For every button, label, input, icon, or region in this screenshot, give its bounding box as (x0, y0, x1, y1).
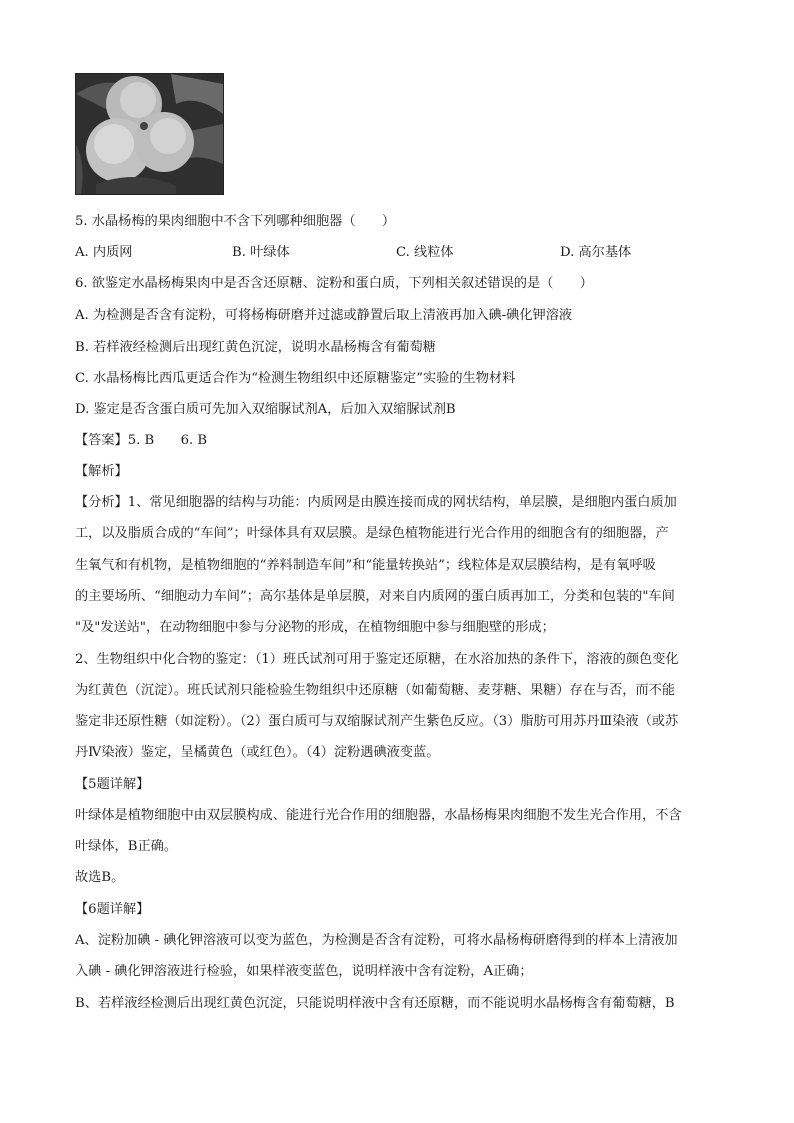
analysis-line: 的主要场所、“细胞动力车间”；高尔基体是单层膜，对来自内质网的蛋白质再加工，分类和包装的"车间 (75, 589, 675, 604)
q6-detail-title: 【6题详解】 (75, 902, 150, 917)
analysis-line: 2、生物组织中化合物的鉴定：（1）班氏试剂可用于鉴定还原糖，在水浴加热的条件下，溶液的颜色变化 (75, 652, 679, 667)
question-5-stem: 5. 水晶杨梅的果肉细胞中不含下列哪种细胞器（ ） (75, 214, 396, 229)
q6-detail-line: 入碘 - 碘化钾溶液进行检验，如果样液变蓝色，说明样液中含有淀粉，A正确； (75, 964, 533, 979)
analysis-line: 生氧气和有机物，是植物细胞的“养料制造车间”和“能量转换站”；线粒体是双层膜结构，是有氧呼吸 (75, 558, 656, 573)
analysis-line: 工，以及脂质合成的“车间”；叶绿体具有双层膜。是绿色植物能进行光合作用的细胞含有的细胞器，产 (75, 526, 669, 541)
analysis-title: 【解析】 (75, 464, 128, 479)
q5-detail-line: 叶绿体是植物细胞中由双层膜构成、能进行光合作用的细胞器，水晶杨梅果肉细胞不发生光合作用，不含 (75, 808, 682, 823)
q5-detail-title: 【5题详解】 (75, 777, 150, 792)
q6-option-c: C. 水晶杨梅比西瓜更适合作为“检测生物组织中还原糖鉴定”实验的生物材料 (75, 371, 516, 386)
q5-option-d: D. 高尔基体 (560, 245, 632, 260)
q5-option-c: C. 线粒体 (396, 245, 454, 260)
q5-option-a: A. 内质网 (75, 245, 133, 260)
q6-option-a: A. 为检测是否含有淀粉，可将杨梅研磨并过滤或静置后取上清液再加入碘-碘化钾溶液 (75, 308, 573, 323)
q5-detail-line: 故选B。 (75, 870, 125, 885)
analysis-line: 鉴定非还原性糖（如淀粉）。（2）蛋白质可与双缩脲试剂产生紫色反应。（3）脂肪可用苏丹Ⅲ染液（或苏 (75, 714, 679, 729)
q6-option-b: B. 若样液经检测后出现红黄色沉淀，说明水晶杨梅含有葡萄糖 (75, 340, 436, 355)
answer-line: 【答案】5. B 6. B (75, 433, 208, 448)
question-6-stem: 6. 欲鉴定水晶杨梅果肉中是否含还原糖、淀粉和蛋白质，下列相关叙述错误的是（ ） (75, 276, 593, 291)
question-5-options (75, 244, 715, 262)
q6-detail-line: A、淀粉加碘 - 碘化钾溶液可以变为蓝色，为检测是否含有淀粉，可将水晶杨梅研磨得到的样本上清液加 (75, 933, 678, 948)
analysis-line: 为红黄色（沉淀）。班氏试剂只能检验生物组织中还原糖（如葡萄糖、麦芽糖、果糖）存在与否，而不能 (75, 683, 676, 698)
q6-detail-line: B、若样液经检测后出现红黄色沉淀，只能说明样液中含有还原糖，而不能说明水晶杨梅含有葡萄糖，B (75, 996, 675, 1011)
q6-option-d: D. 鉴定是否含蛋白质可先加入双缩脲试剂A，后加入双缩脲试剂B (75, 402, 456, 417)
q5-option-b: B. 叶绿体 (232, 245, 290, 260)
q5-detail-line: 叶绿体，B正确。 (75, 839, 178, 854)
bayberry-photo (75, 73, 224, 195)
analysis-line: 丹Ⅳ染液）鉴定，呈橘黄色（或红色）。（4）淀粉遇碘液变蓝。 (75, 745, 440, 760)
analysis-line: 【分析】1、常见细胞器的结构与功能：内质网是由膜连接而成的网状结构，单层膜，是细胞内蛋白质加 (75, 495, 677, 510)
analysis-line: "及"发送站"，在动物细胞中参与分泌物的形成，在植物细胞中参与细胞壁的形成； (75, 620, 555, 635)
